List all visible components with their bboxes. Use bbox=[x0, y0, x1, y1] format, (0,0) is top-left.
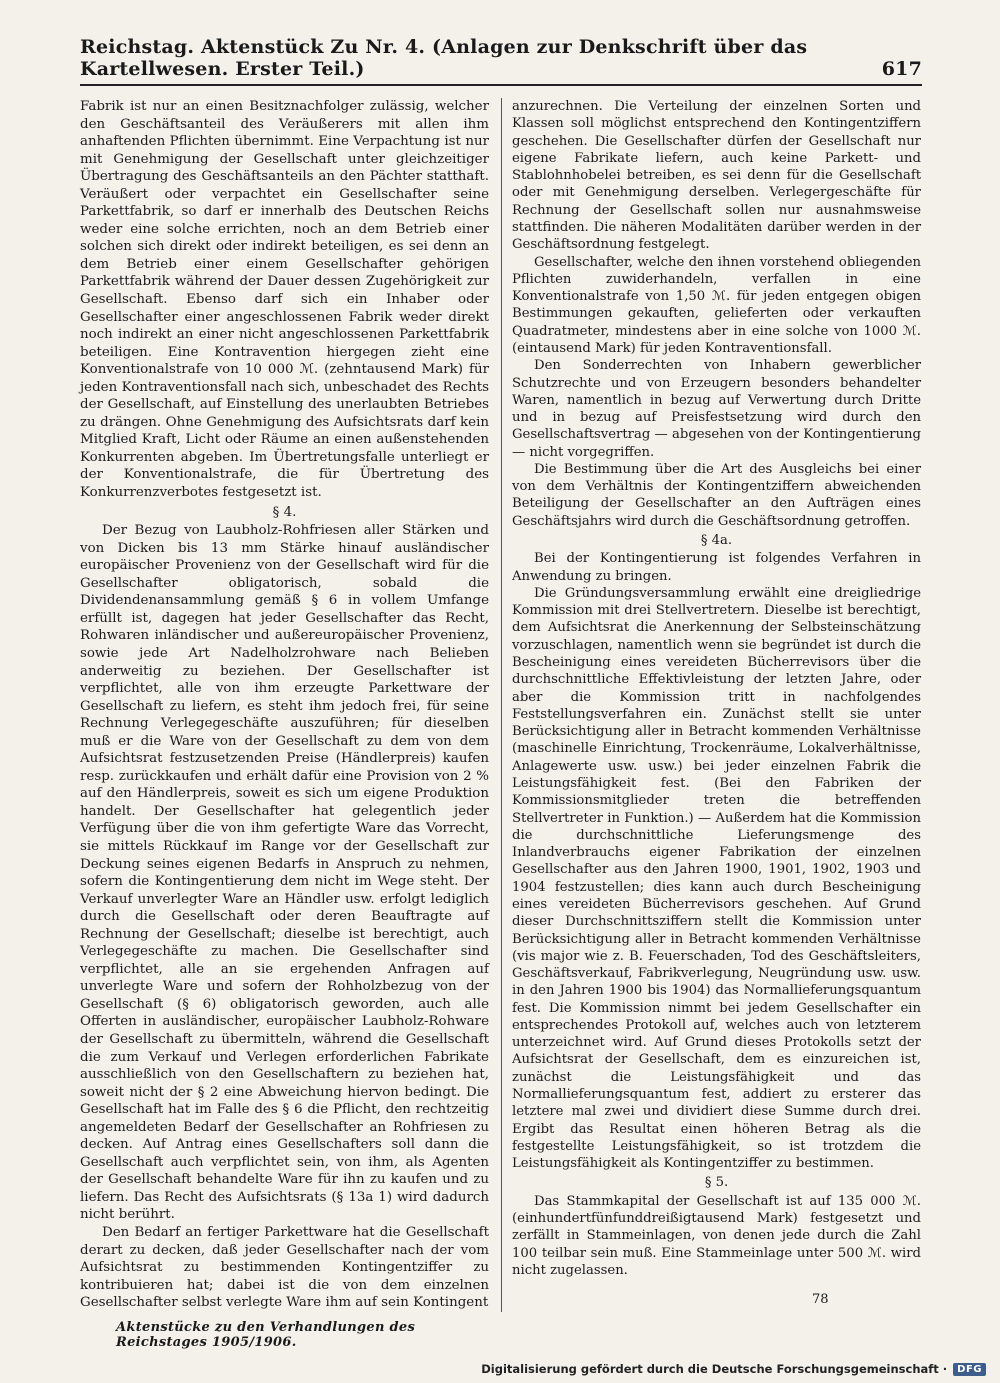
paragraph: Den Sonderrechten von Inhabern gewerblicher Schutzrechte und von Erzeugern besonders behandelter Waren, namentlich in bezug auf Verwertung durch Dritte und in bezug auf Preisfestsetzung wird durch den Gesellschaftsvertrag — abgesehen von der Kontingentierung — nicht vorgegriffen. bbox=[512, 358, 921, 460]
section-heading-5: § 5. bbox=[704, 1175, 729, 1191]
paragraph: Den Bedarf an fertiger Parkettware hat die Gesellschaft derart zu decken, daß jeder Gesellschafter nach der vom Aufsichtsrat zu bestimmenden Kontingentziffer zu kontribuieren hat; dabei ist die von dem einzelnen Gesellschafter selbst verlegte Ware ihm auf sein Kontingent bbox=[80, 1225, 489, 1311]
section-heading-4a: § 4a. bbox=[700, 533, 733, 549]
sheet-number: 78 bbox=[812, 1292, 829, 1307]
paragraph: Gesellschafter, welche den ihnen vorstehend obliegenden Pflichten zuwiderhandeln, verfallen in eine Konventionalstrafe von 1,50 ℳ. für jeden entgegen obigen Bestimmungen gekauften, gelieferten oder verkauften Quadratmeter, mindestens aber in eine solche von 1000 ℳ. (eintausend Mark) für jeden Kontraventionsfall. bbox=[512, 254, 921, 356]
paragraph: Der Bezug von Laubholz-Rohfriesen aller Stärken und von Dicken bis 13 mm Stärke hinauf ausländischer europäischer Provenienz von der Gesellschaft wird für die Gesellschafter obligatorisch, sobald die Dividendenansammlung gemäß § 6 in vollem Umfange erfüllt ist, dagegen hat jeder Gesellschafter das Recht, Rohwaren inländischer und außereuropäischer Provenienz, sowie jede Art Nadelholzrohware nach Belieben anderweitig zu beziehen. Der Gesellschafter ist verpflichtet, alle von ihm erzeugte Parkettware der Gesellschaft zu liefern, es steht ihm jedoch frei, für seine Rechnung Verlegegeschäfte auszuführen; für dieselben muß er die Ware von der Gesellschaft zu dem von dem Aufsichtsrat festzusetzenden Preise (Händlerpreis) kaufen resp. zurückkaufen und erhält dafür eine Provision von 2 % auf den Händlerpreis, soweit es sich um eigene Produktion handelt. Der Gesellschafter hat gelegentlich jeder Verfügung über die von ihm gefertigte Ware das Vorrecht, sie mittels Rückkauf im Range vor der Gesellschaft zur Deckung seines eigenen Bedarfs in Anspruch zu nehmen, sofern die Kontingentierung dem nicht im Wege steht. Der Verkauf unverlegter Ware an Händler usw. erfolgt lediglich durch die Gesellschaft oder deren Beauftragte auf Rechnung der Gesellschaft; dieselbe ist berechtigt, auch Verlegegeschäfte zu machen. Die Gesellschafter sind verpflichtet, alle an sie ergehenden Anfragen auf unverlegte Ware und sofern der Rohholzbezug von der Gesellschaft (§ 6) obligatorisch geworden, auch alle Offerten in ausländischer, europäischer Laubholz-Rohware der Gesellschaft zu übermitteln, während die Gesellschaft die zum Verkauf und Verlegen erforderlichen Fabrikate ausschließlich von den Gesellschaftern zu beziehen hat, soweit nicht der § 2 eine Abweichung hiervon bedingt. Die Gesellschaft hat im Falle des § 6 die Pflicht, den rechtzeitig angemeldeten Bedarf der Gesellschafter an Rohfriesen zu decken. Auf Antrag eines Gesellschafters soll dann die Gesellschaft auch verpflichtet sein, von ihm, als Agenten der Gesellschaft behandelte Ware für ihn zu kaufen und zu liefern. Das Recht des Aufsichtsrats (§ 13a 1) wird dadurch nicht berührt. bbox=[80, 523, 489, 1223]
section-heading-4: § 4. bbox=[272, 504, 297, 520]
paragraph: Bei der Kontingentierung ist folgendes Verfahren in Anwendung zu bringen. bbox=[512, 551, 921, 584]
right-column bbox=[512, 98, 921, 1294]
paragraph: Die Gründungsversammlung erwählt eine dreigliedrige Kommission mit drei Stellvertretern. Dieselbe ist berechtigt, dem Aufsichtsrat die Anerkennung der Selbsteinschätzung vorzuschlagen, namentlich wenn sie begründet ist durch die Bescheinigung eines vereideten Bücherrevisors über die durchschnittliche Effektivleistung der letzten Jahre, oder aber die Kommission tritt in nachfolgendes Feststellungsverfahren ein. Zunächst stellt sie unter Berücksichtigung aller in Betracht kommenden Verhältnisse (maschinelle Einrichtung, Trockenräume, Lokalverhältnisse, Anlagewerte usw. usw.) bei jeder einzelnen Fabrik die Leistungsfähigkeit fest. (Bei den Fabriken der Kommissionsmitglieder treten die betreffenden Stellvertreter in Funktion.) — Außerdem hat die Kommission die durchschnittliche Lieferungsmenge des Inlandverbrauchs eigener Fabrikation der einzelnen Gesellschafter aus den Jahren 1900, 1901, 1902, 1903 und 1904 festzustellen; dies kann auch durch Bescheinigung eines vereideten Bücherrevisors geschehen. Auf Grund dieser Durchschnittsziffern stellt die Kommission unter Berücksichtigung aller in Betracht kommenden Verhältnisse (vis major wie z. B. Feuerschaden, Tod des Geschäftsleiters, Geschäftsverkauf, Fabrikverlegung, Neugründung usw. usw. in den Jahren 1900 bis 1904) das Normallieferungsquantum fest. Die Kommission nimmt bei jedem Gesellschafter ein entsprechendes Protokoll auf, welches auch von letzterem unterzeichnet wird. Auf Grund dieses Protokolls setzt der Aufsichtsrat der Gesellschaft, dem es einzureichen ist, zunächst die Leistungsfähigkeit und das Normallieferungsquantum fest, addiert zu ersterer das letztere mal zwei und dividiert diese Summe durch drei. Ergibt das Resultat einen höheren Betrag als die festgestellte Leistungsfähigkeit, so ist trotzdem die Leistungsfähigkeit als Kontingentziffer zu bestimmen. bbox=[512, 585, 921, 1172]
paragraph: Fabrik ist nur an einen Besitznachfolger zulässig, welcher den Geschäftsanteil des Veräußerers mit allen ihm anhaftenden Pflichten übernimmt. Eine Verpachtung ist nur mit Genehmigung der Gesellschaft unter gleichzeitiger Übertragung des Geschäftsanteils an den Pächter statthaft. Veräußert oder verpachtet ein Gesellschafter seine Parkettfabrik, so darf er innerhalb des Deutschen Reichs weder eine solche errichten, noch an dem Betrieb einer solchen sich direkt oder indirekt beteiligen, es sei denn an dem Betrieb einer einem Gesellschafter gehörigen Parkettfabrik während der Dauer dessen Zugehörigkeit zur Gesellschaft. Ebenso darf sich ein Inhaber oder Gesellschafter einer angeschlossenen Fabrik weder direkt noch indirekt an einer nicht angeschlossenen Parkettfabrik beteiligen. Eine Kontravention hiergegen zieht eine Konventionalstrafe von 10 000 ℳ. (zehntausend Mark) für jeden Kontraventionsfall nach sich, unbeschadet des Rechts der Gesellschaft, auf Einstellung des unerlaubten Betriebes zu drängen. Ohne Genehmigung des Aufsichtsrats darf kein Mitglied Kraft, Licht oder Räume an einen außenstehenden Konkurrenten abgeben. Im Übertretungsfalle unterliegt er der Konventionalstrafe, die für Übertretung des Konkurrenzverbotes festgesetzt ist. bbox=[80, 99, 489, 501]
paragraph: anzurechnen. Die Verteilung der einzelnen Sorten und Klassen soll möglichst entsprechend den Kontingentziffern geschehen. Die Gesellschafter dürfen der Gesellschaft nur eigene Fabrikate liefern, auch keine Parkett- und Stablohnhobelei betreiben, es sei denn für die Gesellschaft oder mit Genehmigung derselben. Verlegergeschäfte für Rechnung der Gesellschaft sollen nur ausnahmsweise stattfinden. Die näheren Modalitäten darüber werden in der Geschäftsordnung festgelegt. bbox=[512, 99, 921, 253]
column-divider bbox=[501, 98, 502, 1312]
digitization-text: Digitalisierung gefördert durch die Deutsche Forschungsgemeinschaft · bbox=[481, 1362, 948, 1376]
header-title: Reichstag. Aktenstück Zu Nr. 4. (Anlagen zur Denkschrift über das Kartellwesen. Erster Teil.) bbox=[80, 36, 808, 80]
paragraph: Die Bestimmung über die Art des Ausgleichs bei einer von dem Verhältnis der Kontingentziffern abweichenden Beteiligung der Gesellschafter an den Aufträgen eines Geschäftsjahrs wird durch die Geschäftsordnung getroffen. bbox=[512, 461, 921, 529]
dfg-logo: DFG bbox=[953, 1363, 986, 1376]
page-header bbox=[80, 36, 922, 86]
footer-publication: Aktenstücke zu den Verhandlungen des Reichstages 1905/1906. bbox=[116, 1320, 416, 1350]
digitization-notice bbox=[481, 1362, 986, 1376]
page-number: 617 bbox=[881, 58, 922, 80]
left-column bbox=[80, 98, 489, 1312]
paragraph: Das Stammkapital der Gesellschaft ist auf 135 000 ℳ. (einhundertfünfunddreißigtausend Mark) festgesetzt und zerfällt in Stammeinlagen, von denen jede durch die Zahl 100 teilbar sein muß. Eine Stammeinlage unter 500 ℳ. wird nicht zugelassen. bbox=[512, 1193, 921, 1278]
